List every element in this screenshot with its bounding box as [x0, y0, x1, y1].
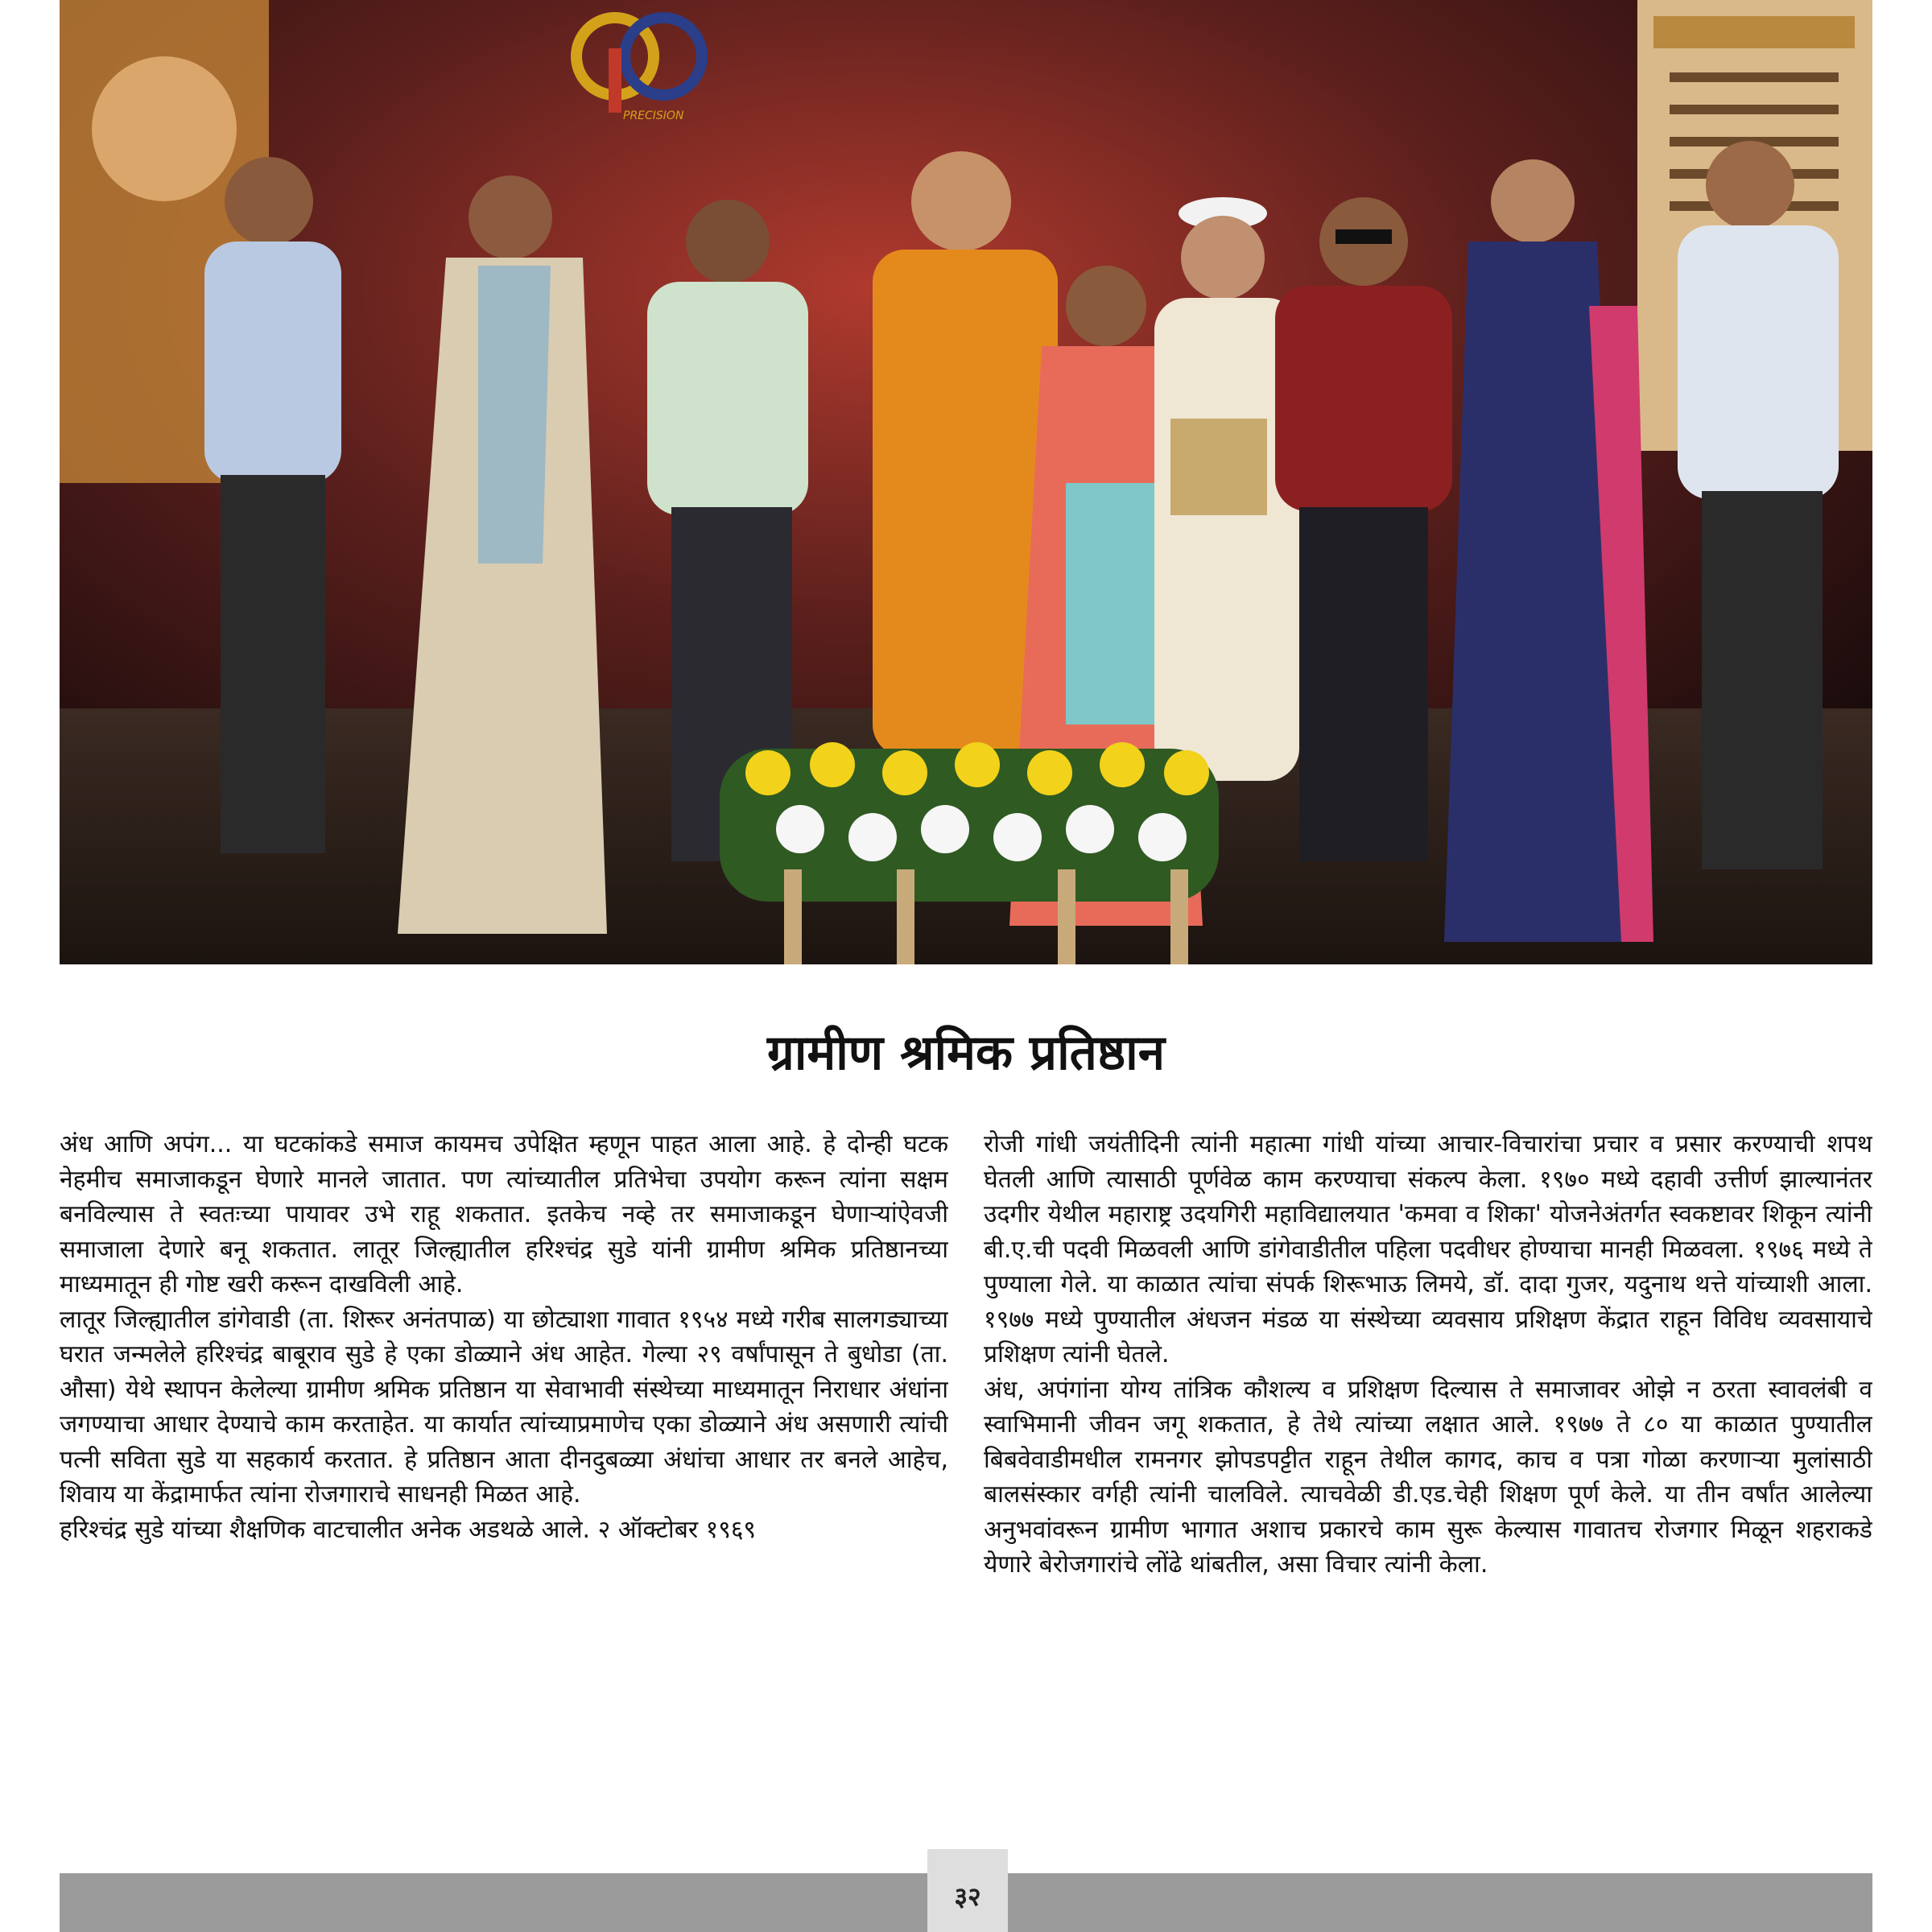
- right-text-column: [984, 1127, 1872, 1803]
- article-title: ग्रामीण श्रमिक प्रतिष्ठान: [767, 1025, 1165, 1081]
- paragraph: रोजी गांधी जयंतीदिनी त्यांनी महात्मा गांधी यांच्या आचार-विचारांचा प्रचार व प्रसार करण्याची शपथ घेतली आणि त्यासाठी पूर्णवेळ काम करण्याचा संकल्प केला. १९७० मध्ये दहावी उत्तीर्ण झाल्यानंतर उदगीर येथील महाराष्ट्र उदयगिरी महाविद्यालयात 'कमवा व शिका' योजनेअंतर्गत स्वकष्टावर शिकून त्यांनी बी.ए.ची पदवी मिळवली आणि डांगेवाडीतील पहिला पदवीधर होण्याचा मानही मिळवला. १९७६ मध्ये ते पुण्याला गेले. या काळात त्यांचा संपर्क शिरूभाऊ लिमये, डॉ. दादा गुजर, यदुनाथ थत्ते यांच्याशी आला. १९७७ मध्ये पुण्यातील अंधजन मंडळ या संस्थेच्या व्यवसाय प्रशिक्षण केंद्रात राहून विविध व्यवसायाचे प्रशिक्षण त्यांनी घेतले.: [984, 1130, 1872, 1368]
- paragraph: लातूर जिल्ह्यातील डांगेवाडी (ता. शिरूर अनंतपाळ) या छोट्याशा गावात १९५४ मध्ये गरीब सालगड्याच्या घरात जन्मलेले हरिश्चंद्र बाबूराव सुडे हे एका डोळ्याने अंध आहेत. गेल्या २९ वर्षांपासून ते बुधोडा (ता. औसा) येथे स्थापन केलेल्या ग्रामीण श्रमिक प्रतिष्ठान या सेवाभावी संस्थेच्या माध्यमातून निराधार अंधांना जगण्याचा आधार देण्याचे काम करताहेत. या कार्यात त्यांच्याप्रमाणेच एका डोळ्याने अंध असणारी त्यांची पत्नी सविता सुडे या सहकार्य करतात. हे प्रतिष्ठान आता दीनदुबळ्या अंधांचा आधार तर बनले आहेच, शिवाय या केंद्रामार्फत त्यांना रोजगाराचे साधनही मिळत आहे.: [60, 1305, 948, 1509]
- award-ceremony-photo: [60, 0, 1872, 964]
- svg-text:PRECISION: PRECISION: [623, 109, 684, 122]
- paragraph: अंध आणि अपंग... या घटकांकडे समाज कायमच उपेक्षित म्हणून पाहत आला आहे. हे दोन्ही घटक नेहमीच समाजाकडून घेणारे मानले जातात. पण त्यांच्यातील प्रतिभेचा उपयोग करून त्यांना सक्षम बनविल्यास ते स्वतःच्या पायावर उभे राहू शकतात. इतकेच नव्हे तर समाजाकडून घेणाऱ्यांऐवजी समाजाला देणारे बनू शकतात. लातूर जिल्ह्यातील हरिश्चंद्र सुडे यांनी ग्रामीण श्रमिक प्रतिष्ठानच्या माध्यमातून ही गोष्ट खरी करून दाखविली आहे.: [60, 1130, 948, 1298]
- page-number-box: [927, 1849, 1008, 1932]
- page-number: ३२: [954, 1881, 981, 1912]
- paragraph: हरिश्चंद्र सुडे यांच्या शैक्षणिक वाटचालीत अनेक अडथळे आले. २ ऑक्टोबर १९६९: [60, 1515, 757, 1544]
- photo-illustration: [60, 0, 1872, 964]
- paragraph: अंध, अपंगांना योग्य तांत्रिक कौशल्य व प्रशिक्षण दिल्यास ते समाजावर ओझे न ठरता स्वावलंबी व स्वाभिमानी जीवन जगू शकतात, हे तेथे त्यांच्या लक्षात आले. १९७७ ते ८० या काळात पुण्यातील बिबवेवाडीमधील रामनगर झोपडपट्टीत राहून तेथील कागद, काच व पत्रा गोळा करणाऱ्या मुलांसाठी बालसंस्कार वर्गही त्यांनी चालविले. त्याचवेळी डी.एड.चेही शिक्षण पूर्ण केले. या तीन वर्षांत आलेल्या अनुभवांवरून ग्रामीण भागात अशाच प्रकारचे काम सुरू केल्यास गावातच रोजगार मिळून शहराकडे येणारे बेरोजगारांचे लोंढे थांबतील, असा विचार त्यांनी केला.: [984, 1375, 1872, 1579]
- left-text-column: [60, 1127, 948, 1803]
